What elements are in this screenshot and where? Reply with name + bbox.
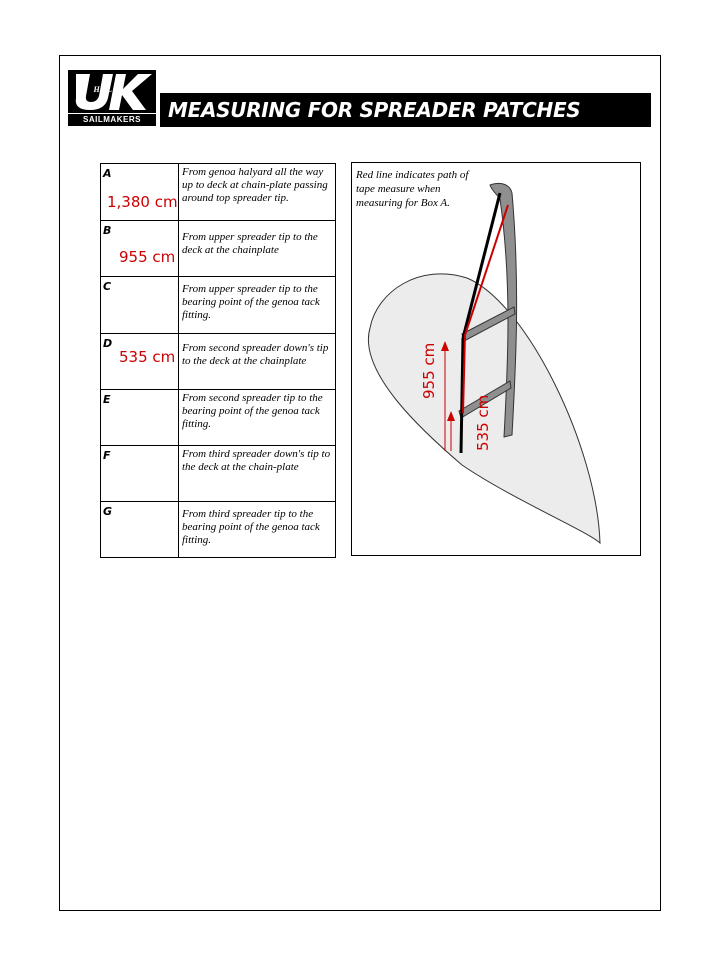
- row-letter: A: [103, 167, 112, 180]
- row-letter: G: [103, 505, 113, 518]
- row-value: 1,380 cm: [107, 193, 178, 211]
- label-535: 535 cm: [474, 394, 492, 451]
- letter-cell: [101, 390, 179, 446]
- row-letter: B: [103, 224, 112, 237]
- page-title: MEASURING FOR SPREADER PATCHES: [160, 93, 651, 127]
- logo-script-text: HALSEY: [93, 85, 131, 94]
- row-description: From third spreader tip to the bearing point of the genoa tack fitting.: [179, 502, 336, 558]
- row-value: 535 cm: [119, 348, 176, 366]
- row-description: From second spreader tip to the bearing point of the genoa tack fitting.: [179, 390, 336, 446]
- label-955: 955 cm: [420, 342, 438, 399]
- letter-cell: [101, 164, 179, 221]
- table-row: [101, 446, 336, 502]
- table-row: [101, 334, 336, 390]
- row-letter: F: [103, 449, 111, 462]
- letter-cell: [101, 221, 179, 277]
- letter-cell: [101, 334, 179, 390]
- letter-cell: [101, 277, 179, 334]
- row-letter: C: [103, 280, 112, 293]
- rig-drawing: [352, 163, 641, 556]
- row-description: From third spreader down's tip to the deck at the chain-plate: [179, 446, 336, 502]
- logo-band-text: SAILMAKERS: [68, 113, 156, 126]
- row-value: 955 cm: [119, 248, 176, 266]
- row-letter: D: [103, 337, 113, 350]
- row-description: From second spreader down's tip to the deck at the chainplate: [179, 334, 336, 390]
- table-row: [101, 277, 336, 334]
- row-description: From upper spreader tip to the deck at the chainplate: [179, 221, 336, 277]
- measurements-table: [100, 163, 336, 558]
- table-row: [101, 221, 336, 277]
- row-description: From upper spreader tip to the bearing point of the genoa tack fitting.: [179, 277, 336, 334]
- uk-halsey-logo: [68, 70, 156, 126]
- table-row: [101, 164, 336, 221]
- letter-cell: [101, 502, 179, 558]
- row-description: From genoa halyard all the way up to deck at chain-plate passing around top spreader tip.: [179, 164, 336, 221]
- diagram-note: Red line indicates path of tape measure when measuring for Box A.: [356, 169, 469, 209]
- letter-cell: [101, 446, 179, 502]
- rig-diagram: [351, 162, 641, 556]
- table-row: [101, 390, 336, 446]
- table-row: [101, 502, 336, 558]
- row-letter: E: [103, 393, 111, 406]
